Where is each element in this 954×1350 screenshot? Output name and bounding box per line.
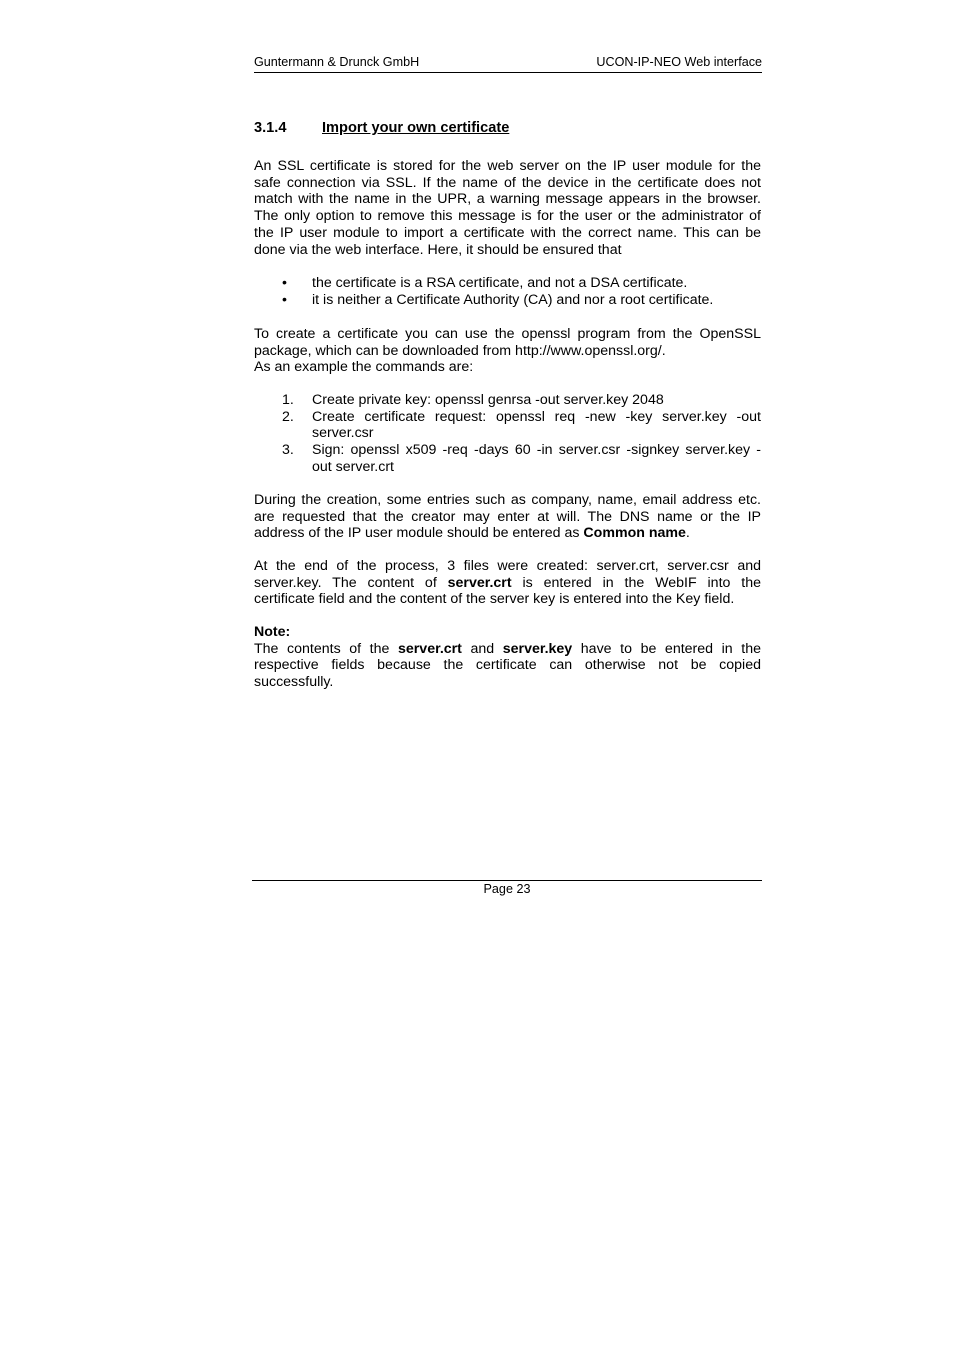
section-title: Import your own certificate [322,120,510,136]
note-paragraph [254,624,761,691]
text-line: are requested that the creator may enter at will. The DNS name or the IP [254,508,761,525]
step-number: 3. [282,442,294,459]
server-crt-term: server.crt [398,640,462,657]
section-number: 3.1.4 [254,120,287,136]
header-company: Guntermann & Drunck GmbH [254,55,420,69]
creation-paragraph [254,492,761,542]
bullet-marker: • [282,291,287,308]
list-item: • it is neither a Certificate Authority (CA) and nor a root certificate. [282,291,714,308]
text-line: the IP user module to import a certificate with the correct name. This can be [254,224,761,241]
server-key-term: server.key [502,640,573,657]
files-paragraph [254,558,761,608]
text-line: respective fields because the certificate can otherwise not be copied [254,657,761,674]
bullet-marker: • [282,275,287,291]
common-name-term: Common name [583,525,686,542]
text-line: safe connection via SSL. If the name of the device in the certificate does not [254,174,761,191]
step-number: 2. [282,408,294,425]
text-line: An SSL certificate is stored for the web server on the IP user module for the [254,158,761,174]
footer-divider [252,880,762,881]
text-line: certificate field and the content of the server key is entered into the Key field. [254,591,735,608]
text-line: successfully. [254,674,334,691]
text-line: address of the IP user module should be entered as Common name. [254,525,690,542]
list-item: • the certificate is a RSA certificate, and not a DSA certificate. [282,275,688,291]
text-line: The only option to remove this message is for the user or the administrator of [254,208,761,225]
page-header [254,55,762,73]
text-line: done via the web interface. Here, it should be ensured that [254,241,622,258]
commands-list [254,392,761,476]
text-line: match with the name in the UPR, a warning message appears in the browser. [254,191,761,208]
text-line: To create a certificate you can use the openssl program from the OpenSSL [254,326,761,342]
openssl-paragraph [254,326,761,376]
text-line: server.key. The content of server.crt is entered in the WebIF into the [254,574,762,591]
text-line: package, which can be downloaded from http://www.openssl.org/. [254,342,666,359]
text-line: At the end of the process, 3 files were created: server.crt, server.csr and [254,558,761,574]
header-product: UCON-IP-NEO Web interface [596,55,762,69]
note-label: Note: [254,624,291,640]
list-item: 1. Create private key: openssl genrsa -out server.key 2048 [282,392,664,408]
list-item: 2. Create certificate request: openssl req -new -key server.key -out server.csr [282,408,761,442]
requirements-list [254,275,761,308]
text-line: As an example the commands are: [254,359,474,376]
text-line: The contents of the server.crt and server.key have to be entered in the [254,640,761,657]
page-number: Page 23 [483,882,531,896]
list-item: 3. Sign: openssl x509 -req -days 60 -in server.csr -signkey server.key - out server.crt [282,442,761,475]
step-number: 1. [282,392,294,408]
text-line: During the creation, some entries such as company, name, email address etc. [254,492,761,508]
section-heading [254,119,509,137]
intro-paragraph [254,158,761,258]
server-crt-term: server.crt [447,574,512,591]
